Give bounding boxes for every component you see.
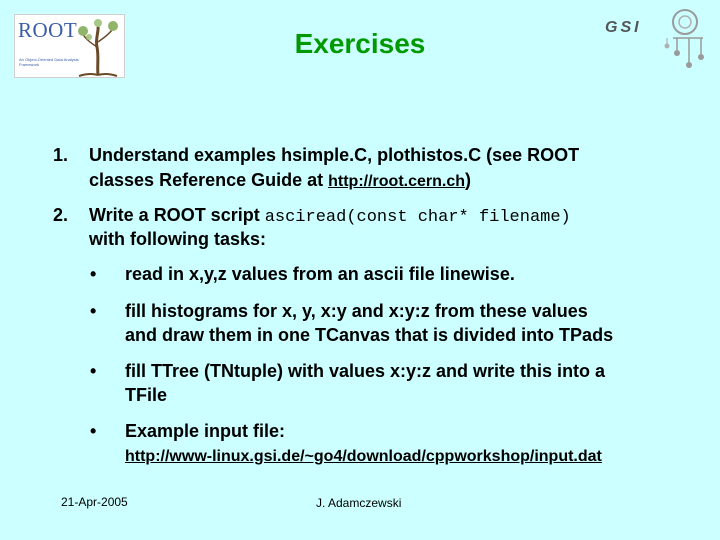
bullet-3-line-2: TFile	[125, 385, 168, 405]
bullet-2-line-2: and draw them in one TCanvas that is divided into TPads	[125, 325, 614, 345]
bullet-mark: •	[90, 361, 97, 381]
item-2-line-1	[89, 203, 571, 230]
page-title: Exercises	[294, 28, 426, 59]
item-number: 2.	[53, 205, 69, 225]
bullet-4-link-line	[125, 443, 602, 469]
bullet-mark: •	[90, 301, 97, 321]
function-signature: asciread(const char* filename)	[264, 208, 571, 227]
bullet-2-line-1: fill histograms for x, y, x:y and x:y:z from these values	[125, 301, 588, 321]
item-1-line-2	[89, 168, 471, 194]
bullet-4-text: Example input file:	[125, 421, 286, 441]
bullet-1-text: read in x,y,z values from an ascii file linewise.	[125, 264, 515, 284]
footer-date: 21-Apr-2005	[61, 495, 128, 509]
svg-text:GSI: GSI	[605, 19, 642, 36]
footer-author: J. Adamczewski	[316, 496, 402, 510]
bullet-mark: •	[90, 264, 97, 284]
item-number: 1.	[53, 145, 69, 165]
bullet-mark: •	[90, 421, 97, 441]
item-1-line-1: Understand examples hsimple.C, plothistos.C (see ROOT	[89, 145, 580, 165]
input-file-link[interactable]: http://www-linux.gsi.de/~go4/download/cppworkshop/input.dat	[125, 448, 602, 465]
root-cern-link[interactable]: http://root.cern.ch	[328, 173, 466, 190]
item-1-close-paren: )	[465, 170, 472, 190]
item-2-line-2: with following tasks:	[89, 229, 267, 249]
item-2-text: Write a ROOT script	[89, 205, 265, 225]
root-logo-tagline: An Object-Oriented Data Analysis Framework	[19, 57, 79, 67]
bullet-3-line-1: fill TTree (TNtuple) with values x:y:z and write this into a	[125, 361, 606, 381]
item-1-text: classes Reference Guide at	[89, 170, 329, 190]
root-logo-text: ROOT	[18, 18, 78, 42]
